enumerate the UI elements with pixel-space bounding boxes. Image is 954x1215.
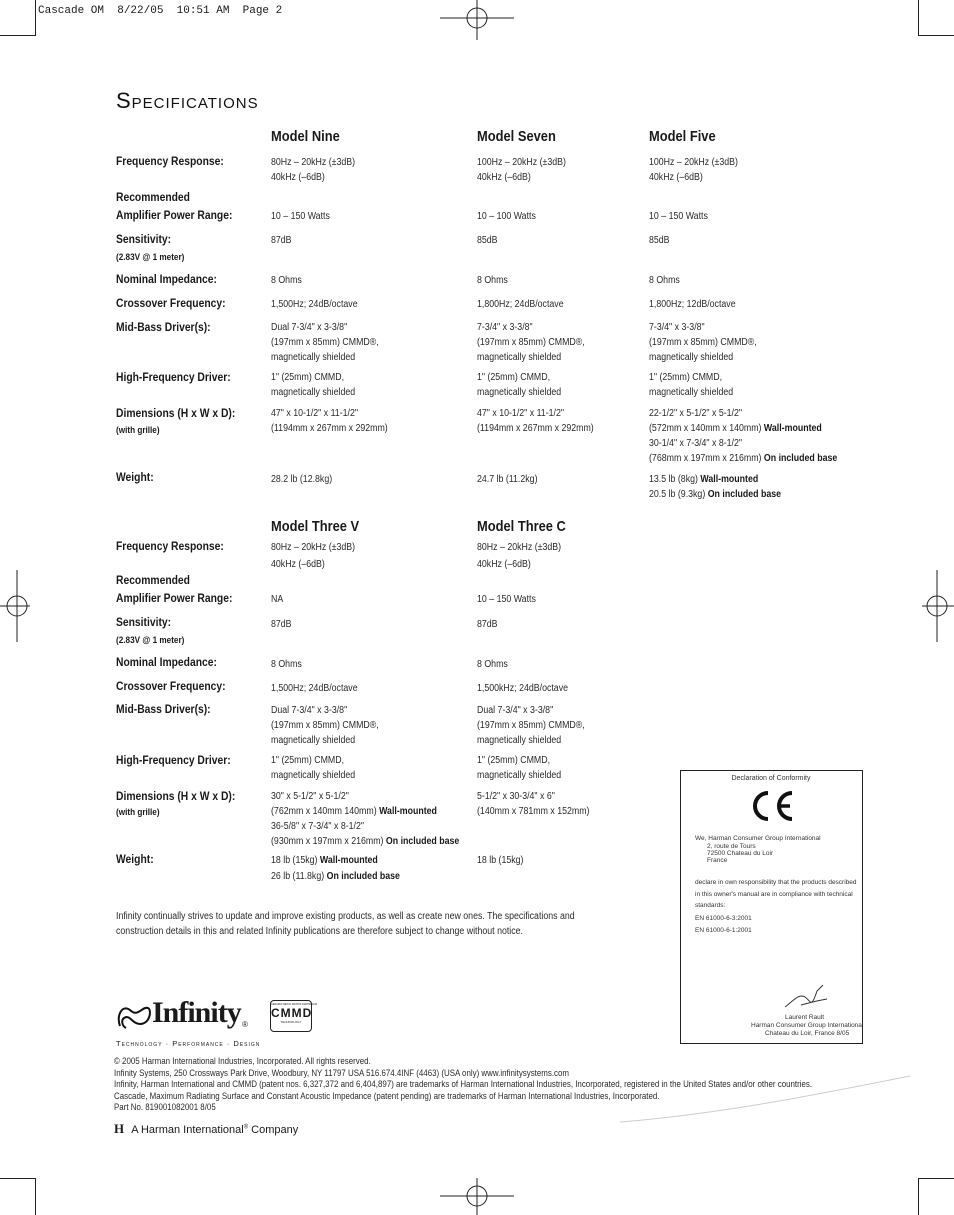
- cell-value: Dual 7-3/4" x 3-3/8" (197mm x 85mm) CMMD®, magnetically shielded: [271, 705, 379, 746]
- slug-line: Cascade OM 8/22/05 10:51 AM Page 2: [38, 5, 283, 17]
- signer-org: Harman Consumer Group International: [751, 1022, 864, 1029]
- declaration-text: in this owner's manual are in compliance with technical: [695, 891, 853, 898]
- row-label: High-Frequency Driver:: [116, 370, 231, 384]
- cell-value: 10 – 150 Watts: [477, 594, 536, 605]
- cell-value: 100Hz – 20kHz (±3dB) 40kHz (–6dB): [649, 157, 738, 183]
- declaration-title: Declaration of Conformity: [731, 775, 811, 782]
- row-sublabel: (with grille): [116, 807, 160, 818]
- cell-value: 8 Ohms: [649, 275, 680, 286]
- page-curve-decoration: [620, 1074, 910, 1124]
- cell-value: 85dB: [477, 235, 498, 246]
- row-label: Dimensions (H x W x D):: [116, 406, 236, 420]
- declaration-of-conformity: [680, 770, 863, 1044]
- legal-notes: © 2005 Harman International Industries, Incorporated. All rights reserved. Infinity Systems, 250 Crossways Park Drive, Woodbury, NY 11797 USA 516.674.4INF (4463) (USA only) www.infinitysystems.com Infinity, Harman International and CMMD (patent nos. 6,327,372 and 6,404,897) are trademarks of Harman International Industries, Incorporated, registered in the United States and/or other countries. Cascade, Maximum Radiating Surface and Constant Acoustic Impedance (patent pending) are trademarks of Harman International Industries, Incorporated. Part No. 819001082001 8/05: [114, 1056, 813, 1112]
- cell-value: 80Hz – 20kHz (±3dB) 40kHz (–6dB): [271, 157, 356, 183]
- signer-place: Chateau du Loir, France 8/05: [765, 1030, 850, 1037]
- cell-value: 1,800Hz; 24dB/octave: [477, 299, 564, 310]
- row-label: Weight:: [116, 852, 154, 866]
- cell-value: 1" (25mm) CMMD, magnetically shielded: [477, 755, 562, 781]
- cell-value: 8 Ohms: [271, 659, 302, 670]
- cell-value: 47" x 10-1/2" x 11-1/2" (1194mm x 267mm x 292mm): [477, 408, 594, 434]
- row-label: Crossover Frequency:: [116, 296, 226, 310]
- cell-value: 7-3/4" x 3-3/8" (197mm x 85mm) CMMD®, magnetically shielded: [477, 322, 585, 363]
- cell-value: Dual 7-3/4" x 3-3/8" (197mm x 85mm) CMMD®, magnetically shielded: [271, 322, 379, 363]
- cell-value: 1" (25mm) CMMD, magnetically shielded: [477, 372, 562, 398]
- cell-value: 24.7 lb (11.2kg): [477, 474, 538, 485]
- cell-value: NA: [271, 594, 284, 605]
- row-label: Weight:: [116, 470, 154, 484]
- declaration-address: We, Harman Consumer Group International: [695, 835, 821, 842]
- brand-tagline: Technology · Performance · Design: [116, 1039, 261, 1048]
- cell-value: 80Hz – 20kHz (±3dB) 40kHz (–6dB): [271, 542, 356, 570]
- row-sublabel: (with grille): [116, 425, 160, 436]
- cell-value: 1" (25mm) CMMD, magnetically shielded: [271, 372, 356, 398]
- row-sublabel: (2.83V @ 1 meter): [116, 635, 185, 646]
- row-label: Frequency Response:: [116, 539, 224, 553]
- column-header: Model Three C: [477, 518, 566, 535]
- row-label: Crossover Frequency:: [116, 679, 226, 693]
- declaration-text: declare in own responsibility that the products described: [695, 879, 857, 886]
- cell-value: Dual 7-3/4" x 3-3/8" (197mm x 85mm) CMMD®, magnetically shielded: [477, 705, 585, 746]
- cell-value: 85dB: [649, 235, 670, 246]
- cell-value: 22-1/2" x 5-1/2" x 5-1/2" (572mm x 140mm x 140mm) Wall-mounted 30-1/4" x 7-3/4" x 8-1/2" (768mm x 197mm x 216mm) On included base: [649, 408, 838, 464]
- cell-value: 47" x 10-1/2" x 11-1/2" (1194mm x 267mm x 292mm): [271, 408, 388, 434]
- row-label: Recommended: [116, 190, 190, 204]
- declaration-address: 72500 Chateau du Loir: [707, 850, 774, 857]
- cell-value: 1" (25mm) CMMD, magnetically shielded: [649, 372, 734, 398]
- row-label: Amplifier Power Range:: [116, 208, 233, 222]
- row-label: Mid-Bass Driver(s):: [116, 702, 211, 716]
- harman-h-icon: H: [114, 1121, 125, 1136]
- cell-value: 87dB: [477, 619, 498, 630]
- cell-value: 87dB: [271, 619, 292, 630]
- cell-value: 1" (25mm) CMMD, magnetically shielded: [271, 755, 356, 781]
- cell-value: 10 – 150 Watts: [649, 211, 708, 222]
- row-label: Sensitivity:: [116, 232, 172, 246]
- infinity-logo: [116, 996, 256, 1036]
- cell-value: 7-3/4" x 3-3/8" (197mm x 85mm) CMMD®, magnetically shielded: [649, 322, 757, 363]
- row-label: Mid-Bass Driver(s):: [116, 320, 211, 334]
- harman-text: A Harman International: [131, 1124, 244, 1136]
- cell-value: 87dB: [271, 235, 292, 246]
- declaration-standard: EN 61000-6-1:2001: [695, 927, 752, 934]
- declaration-address: France: [707, 857, 728, 864]
- cell-value: 1,500kHz; 24dB/octave: [477, 683, 568, 694]
- row-label: Amplifier Power Range:: [116, 591, 233, 605]
- harman-footer: H A Harman International® Company: [114, 1121, 299, 1136]
- declaration-address: 2, route de Tours: [707, 843, 756, 850]
- row-sublabel: (2.83V @ 1 meter): [116, 252, 185, 263]
- disclaimer: Infinity continually strives to update and improve existing products, as well as create new ones. The specifications and construction details in this and related Infinity publications are therefore subject to change without notice.: [116, 911, 575, 937]
- cell-value: 1,500Hz; 24dB/octave: [271, 683, 358, 694]
- ce-mark-icon: [746, 789, 796, 823]
- logo-registered: ®: [242, 1020, 248, 1029]
- page-title: Specifications: [116, 88, 259, 113]
- infinity-swoosh-icon: [116, 1002, 152, 1030]
- column-header: Model Nine: [271, 128, 340, 145]
- cell-value: 28.2 lb (12.8kg): [271, 474, 333, 485]
- declaration-standard: EN 61000-6-3:2001: [695, 915, 752, 922]
- cell-value: 5-1/2" x 30-3/4" x 6" (140mm x 781mm x 152mm): [477, 791, 590, 817]
- row-label: Nominal Impedance:: [116, 272, 217, 286]
- cell-value: 8 Ohms: [477, 275, 508, 286]
- signature-icon: [781, 981, 831, 1013]
- cell-value: 8 Ohms: [477, 659, 508, 670]
- cell-value: 80Hz – 20kHz (±3dB) 40kHz (–6dB): [477, 542, 562, 570]
- logo-wordmark: Infinity: [152, 996, 241, 1029]
- cell-value: 18 lb (15kg) Wall-mounted 26 lb (11.8kg) On included base: [271, 855, 400, 882]
- signer-name: Laurent Rault: [785, 1014, 825, 1021]
- row-label: Recommended: [116, 573, 190, 587]
- declaration-text: standards:: [695, 902, 726, 909]
- row-label: Dimensions (H x W x D):: [116, 789, 236, 803]
- cell-value: 30" x 5-1/2" x 5-1/2" (762mm x 140mm 140mm) Wall-mounted 36-5/8" x 7-3/4" x 8-1/2" (930mm x 197mm x 216mm) On included base: [271, 791, 460, 847]
- row-label: Nominal Impedance:: [116, 655, 217, 669]
- cell-value: 10 – 100 Watts: [477, 211, 536, 222]
- cmmd-badge: CERAMIC METAL MATRIX DIAPHRAGM CMMD TECHNOLOGY: [270, 1000, 312, 1032]
- column-header: Model Seven: [477, 128, 556, 145]
- cell-value: 100Hz – 20kHz (±3dB) 40kHz (–6dB): [477, 157, 566, 183]
- row-label: Sensitivity:: [116, 615, 172, 629]
- cell-value: 18 lb (15kg): [477, 855, 524, 866]
- row-label: High-Frequency Driver:: [116, 753, 231, 767]
- cell-value: 1,800Hz; 12dB/octave: [649, 299, 736, 310]
- cell-value: 8 Ohms: [271, 275, 302, 286]
- column-header: Model Three V: [271, 518, 360, 535]
- column-header: Model Five: [649, 128, 716, 145]
- row-label: Frequency Response:: [116, 154, 224, 168]
- cell-value: 1,500Hz; 24dB/octave: [271, 299, 358, 310]
- cell-value: 13.5 lb (8kg) Wall-mounted 20.5 lb (9.3kg) On included base: [649, 474, 782, 500]
- cell-value: 10 – 150 Watts: [271, 211, 330, 222]
